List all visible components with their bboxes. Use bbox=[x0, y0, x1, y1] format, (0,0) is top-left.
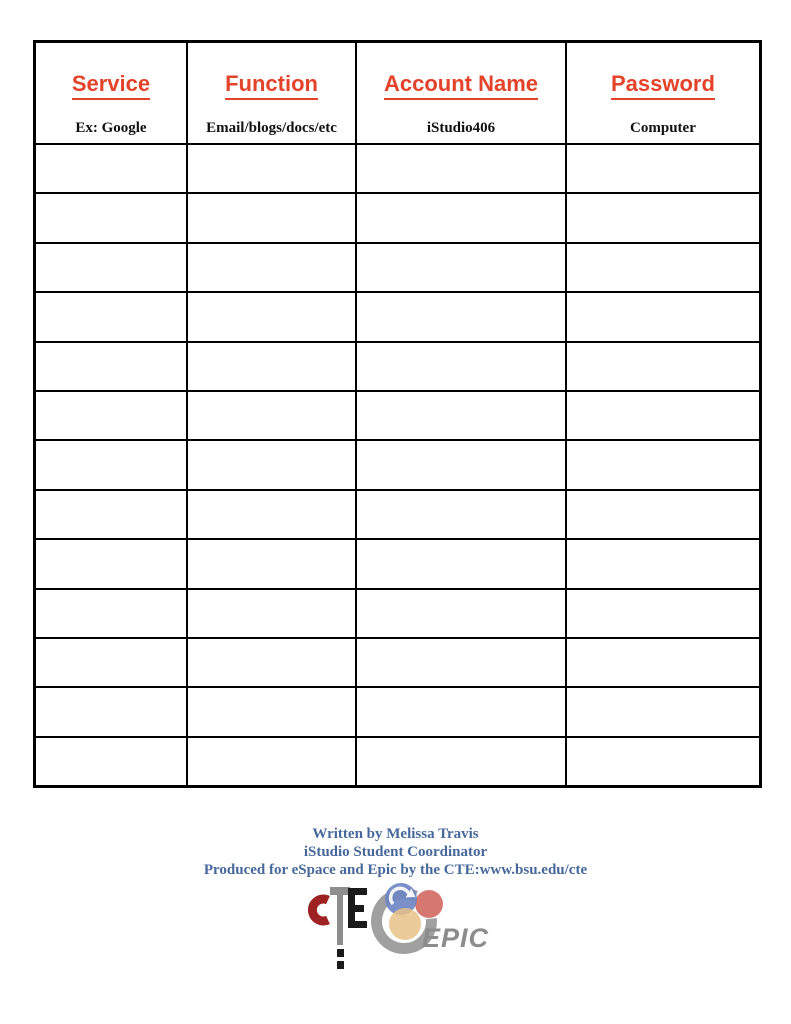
empty-cell bbox=[187, 193, 356, 242]
account-table-header bbox=[35, 42, 761, 145]
empty-cell bbox=[35, 144, 187, 193]
empty-cell bbox=[566, 440, 761, 489]
empty-cell bbox=[566, 144, 761, 193]
column-title-function: Function bbox=[225, 73, 318, 100]
empty-cell bbox=[566, 589, 761, 638]
empty-row bbox=[35, 144, 761, 193]
empty-cell bbox=[35, 243, 187, 292]
epic-red-circle-icon bbox=[415, 890, 443, 918]
empty-cell bbox=[35, 440, 187, 489]
column-header-password bbox=[566, 42, 761, 145]
account-table bbox=[33, 40, 762, 788]
empty-row bbox=[35, 737, 761, 787]
column-example-function: Email/blogs/docs/etc bbox=[206, 120, 337, 136]
column-title-password: Password bbox=[611, 73, 715, 100]
empty-cell bbox=[356, 539, 566, 588]
empty-cell bbox=[356, 292, 566, 341]
empty-row bbox=[35, 243, 761, 292]
empty-cell bbox=[187, 638, 356, 687]
header-row bbox=[35, 42, 761, 145]
empty-row bbox=[35, 440, 761, 489]
column-header-account-name bbox=[356, 42, 566, 145]
empty-row bbox=[35, 391, 761, 440]
cte-dotted-stem-icon bbox=[337, 949, 344, 969]
empty-cell bbox=[187, 243, 356, 292]
empty-row bbox=[35, 193, 761, 242]
empty-cell bbox=[187, 342, 356, 391]
column-title-service: Service bbox=[72, 73, 150, 100]
empty-cell bbox=[566, 243, 761, 292]
epic-logo-icon bbox=[365, 880, 500, 970]
epic-yellow-circle-icon bbox=[389, 908, 421, 940]
logo-row bbox=[295, 883, 505, 978]
empty-cell bbox=[35, 193, 187, 242]
empty-cell bbox=[187, 737, 356, 787]
column-example-service: Ex: Google bbox=[75, 120, 147, 136]
empty-row bbox=[35, 490, 761, 539]
column-example-account-name: iStudio406 bbox=[426, 120, 496, 136]
empty-cell bbox=[566, 292, 761, 341]
column-header-function bbox=[187, 42, 356, 145]
empty-cell bbox=[187, 539, 356, 588]
empty-cell bbox=[35, 638, 187, 687]
empty-cell bbox=[187, 440, 356, 489]
empty-cell bbox=[356, 391, 566, 440]
footer-credits bbox=[0, 825, 791, 879]
empty-cell bbox=[566, 342, 761, 391]
empty-cell bbox=[187, 589, 356, 638]
epic-wordmark: EPIC bbox=[422, 923, 490, 953]
empty-row bbox=[35, 342, 761, 391]
empty-cell bbox=[356, 243, 566, 292]
empty-cell bbox=[356, 589, 566, 638]
empty-cell bbox=[187, 292, 356, 341]
empty-row bbox=[35, 687, 761, 736]
empty-cell bbox=[566, 638, 761, 687]
cte-logo-icon bbox=[295, 883, 375, 978]
credit-line-role: iStudio Student Coordinator bbox=[303, 844, 488, 860]
empty-cell bbox=[356, 687, 566, 736]
empty-row bbox=[35, 638, 761, 687]
cte-t-letter bbox=[330, 887, 350, 945]
empty-cell bbox=[356, 144, 566, 193]
empty-cell bbox=[566, 539, 761, 588]
empty-cell bbox=[35, 589, 187, 638]
empty-row bbox=[35, 292, 761, 341]
column-header-service bbox=[35, 42, 187, 145]
empty-cell bbox=[356, 490, 566, 539]
empty-row bbox=[35, 539, 761, 588]
empty-cell bbox=[187, 144, 356, 193]
empty-cell bbox=[35, 687, 187, 736]
empty-cell bbox=[35, 292, 187, 341]
empty-cell bbox=[187, 490, 356, 539]
column-example-password: Computer bbox=[630, 120, 696, 136]
column-title-account-name: Account Name bbox=[384, 73, 538, 100]
empty-cell bbox=[356, 440, 566, 489]
empty-cell bbox=[187, 687, 356, 736]
empty-cell bbox=[566, 193, 761, 242]
cte-c-arc bbox=[312, 899, 328, 921]
empty-cell bbox=[566, 391, 761, 440]
credit-line-producer: Produced for eSpace and Epic by the CTE:www.bsu.edu/cte bbox=[203, 862, 588, 878]
credit-line-author: Written by Melissa Travis bbox=[312, 826, 479, 842]
empty-cell bbox=[566, 490, 761, 539]
empty-cell bbox=[35, 539, 187, 588]
empty-cell bbox=[356, 737, 566, 787]
empty-cell bbox=[566, 737, 761, 787]
empty-cell bbox=[35, 737, 187, 787]
empty-cell bbox=[35, 490, 187, 539]
empty-cell bbox=[356, 638, 566, 687]
empty-cell bbox=[187, 391, 356, 440]
empty-cell bbox=[356, 193, 566, 242]
empty-cell bbox=[566, 687, 761, 736]
account-table-body bbox=[35, 144, 761, 787]
empty-cell bbox=[35, 391, 187, 440]
empty-cell bbox=[35, 342, 187, 391]
empty-row bbox=[35, 589, 761, 638]
empty-cell bbox=[356, 342, 566, 391]
